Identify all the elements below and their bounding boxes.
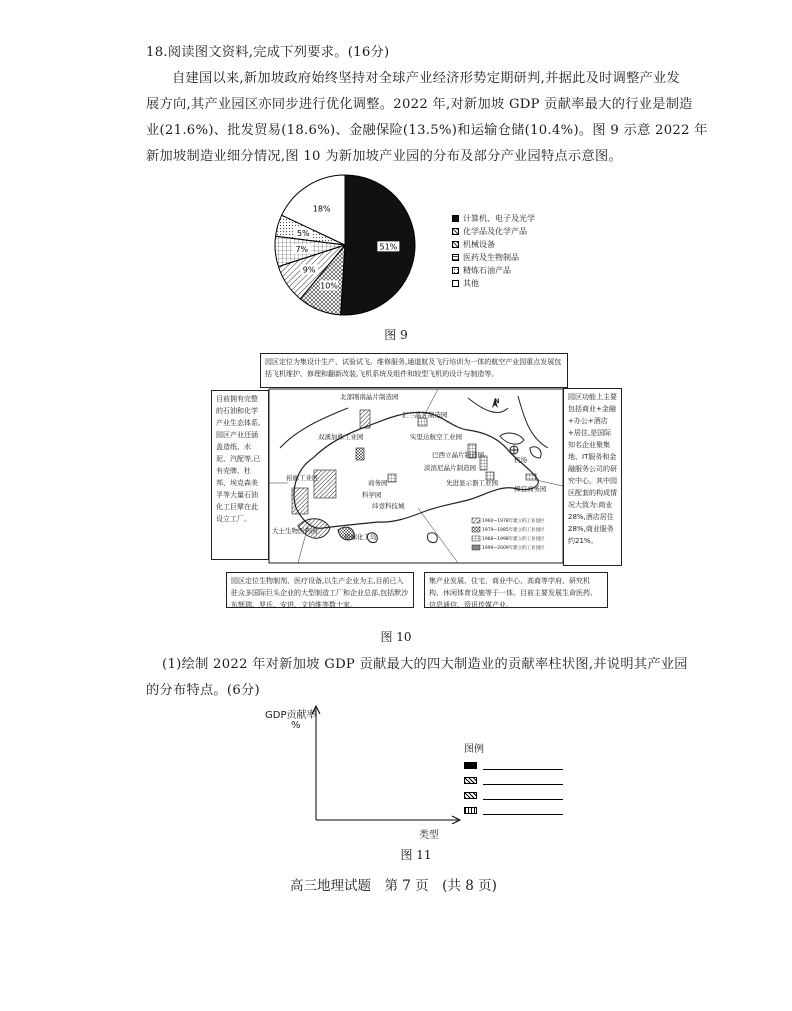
pie-label-pharma: 7% — [295, 245, 309, 255]
fig9-legend — [452, 212, 535, 290]
fig9-pie-chart — [270, 170, 430, 320]
label-jurong-industrial: 裕廊工业区 — [286, 474, 319, 482]
legend-item-petroleum: 精炼石油产品 — [452, 264, 535, 277]
question-title: 18.阅读图文资料,完成下列要求。(16分) — [146, 45, 390, 60]
legend-swatch — [452, 241, 459, 248]
label-sungei-kadut: 双溪加株工业园 — [318, 433, 364, 441]
label-tuas-biomedical: 大士生物医药园 — [272, 527, 318, 535]
fig11-axes — [310, 704, 470, 824]
label-airport: 机场 — [514, 456, 527, 464]
legend-swatch — [464, 792, 477, 799]
label-changi-business: 樟宜商务园 — [514, 485, 547, 493]
fig10-box-petrochem: 目前拥有完整的石油和化学产业生态体系,园区产业还涵盖造纸、水泥、汽配等,已有壳牌、杜邦、埃克森美孚等大量石油化工巨擘在此设立工厂。 — [211, 390, 269, 560]
paragraph-line-4: 新加坡制造业细分情况,图 10 为新加坡产业园的分布及部分产业园特点示意图。 — [146, 149, 622, 164]
fig11-legend — [464, 740, 563, 818]
legend-swatch — [452, 280, 459, 287]
pie-label-machinery: 9% — [302, 265, 316, 275]
label-tampines-park: 淡滨尼晶片制造园 — [424, 464, 476, 472]
legend-swatch — [464, 777, 477, 784]
pie-label-other: 18% — [312, 204, 331, 214]
legend-item-computer: 计算机、电子及光学 — [452, 212, 535, 225]
fig10-box-biomedical: 园区定位生物制剂、医疗设备,以生产企业为主,目前已入驻众多国际巨头企业的大型制造工厂和企业总部,包括默沙东辉瑞、罗氏、安进、文伯维等数十家。 — [226, 572, 414, 608]
legend-swatch — [452, 228, 459, 235]
legend-item-other: 其他 — [452, 277, 535, 290]
legend-swatch — [464, 762, 477, 769]
fig10-box-one-north: 集产业发展、住宅、商业中心、高商等学府、研究机构、休闲体育设施等于一体。目前主要发展生命医药、信息通信、资讯传媒产业。 — [424, 572, 608, 608]
paragraph-line-1: 自建国以来,新加坡政府始终坚持对全球产业经济形势定期研判,并据此及时调整产业发 — [172, 71, 681, 86]
fig10-map-legend: 1960~1978年建立的工业园区 1979~1985年建立的工业园区 1986~1998年建立的工业园区 1999~2009年建立的工业园区 — [482, 519, 545, 551]
fig11-legend-row — [464, 758, 563, 773]
label-huilan-park: 汇兰晶片制造园 — [402, 411, 448, 419]
page-footer: 高三地理试题 第 7 页 (共 8 页) — [290, 878, 497, 894]
paragraph-line-2: 展方向,其产业园区亦同步进行优化调整。2022 年,对新加坡 GDP 贡献率最大的行业是制造 — [146, 97, 693, 112]
task-line-2: 的分布特点。(6分) — [146, 683, 260, 698]
label-science-park: 科学园 — [362, 491, 382, 499]
fig11-yunit: % — [291, 720, 301, 731]
legend-swatch — [452, 215, 459, 222]
legend-swatch — [464, 807, 477, 814]
legend-blank-line — [483, 807, 563, 815]
label-display-park: 先进显示器工业园 — [446, 479, 498, 487]
fig11-legend-row — [464, 803, 563, 818]
pie-label-chemical: 10% — [320, 281, 338, 291]
task-line-1: (1)绘制 2022 年对新加坡 GDP 贡献最大的四大制造业的贡献率柱状图,并说明其产业园 — [162, 657, 688, 672]
pie-label-petroleum: 5% — [296, 228, 310, 238]
fig11-legend-title: 图例 — [464, 744, 484, 755]
fig10-box-business: 园区功能上主要包括商业+金融+办公+酒店+居住,是国际知名企业聚集地、IT服务和金融服务公司的研究中心。其中园区配套的构成情况大致为:商业28%,酒店居住28%,商业服务约21%。 — [563, 388, 622, 566]
label-one-north: 纬壹科技城 — [372, 502, 405, 510]
fig11-legend-row — [464, 773, 563, 788]
fig11-xlabel: 类型 — [419, 830, 439, 841]
fig10-caption: 图 10 — [380, 630, 412, 644]
legend-swatch — [452, 267, 459, 274]
label-business-park: 商务园 — [368, 479, 388, 487]
fig11-ylabel: GDP贡献率 — [265, 710, 317, 721]
fig11-legend-row — [464, 788, 563, 803]
fig10-box-aerospace: 园区定位为集设计生产、试验试飞、维修服务,通道航及飞行培训为一体的航空产业园重点发展包括飞机维护、修理和翻新改装,飞机系统及组件和较型飞机的设计与制造等。 — [260, 353, 568, 388]
fig9-caption: 图 9 — [384, 328, 408, 342]
legend-item-pharma: 医药及生物制品 — [452, 251, 535, 264]
label-pasir-ris-park: 巴西立晶片制造园 — [432, 451, 484, 459]
label-north-coast-park: 北部刚南晶片制造园 — [340, 393, 399, 401]
paragraph-line-3: 业(21.6%)、批发贸易(18.6%)、金融保险(13.5%)和运输仓储(10.4%)。图 9 示意 2022 年 — [146, 123, 708, 138]
legend-item-chemical: 化学品及化学产品 — [452, 225, 535, 238]
label-seletar-aerospace: 实里达航空工业园 — [410, 433, 462, 441]
legend-swatch — [452, 254, 459, 261]
pie-label-computer: 51% — [379, 242, 398, 252]
fig11-caption: 图 11 — [400, 848, 432, 862]
legend-blank-line — [483, 762, 563, 770]
north-arrow-label: N — [494, 397, 500, 405]
legend-blank-line — [483, 792, 563, 800]
legend-blank-line — [483, 777, 563, 785]
legend-item-machinery: 机械设备 — [452, 238, 535, 251]
label-jurong-island: 裕廊化工岛 — [344, 533, 377, 541]
